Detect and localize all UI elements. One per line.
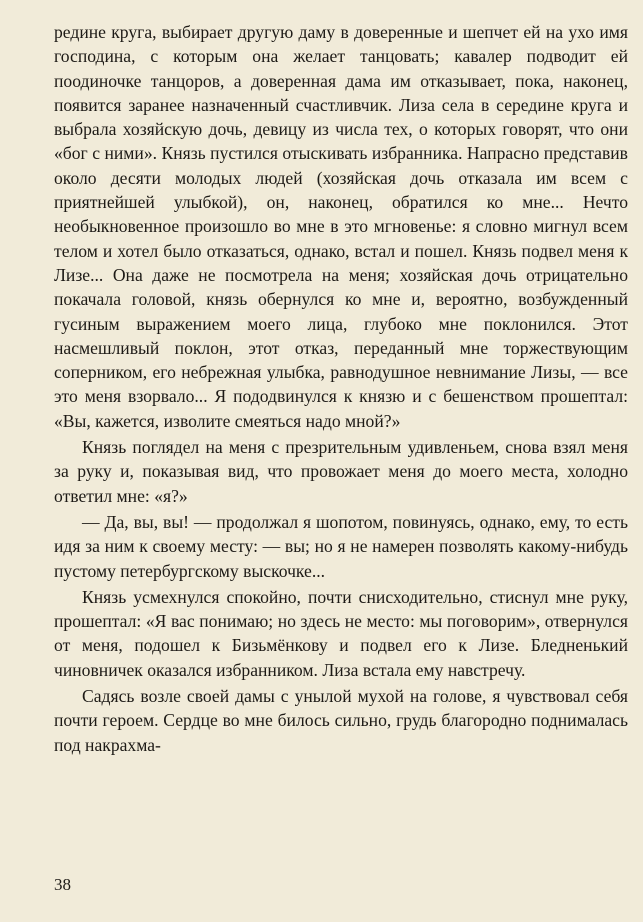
- body-text: [54, 20, 628, 757]
- paragraph-3: — Да, вы, вы! — продолжал я шопотом, повинуясь, однако, ему, то есть идя за ним к своему месту: — вы; но я не намерен позволять какому-нибудь пустому петербургскому выскочке...: [54, 511, 628, 581]
- paragraph-5: Садясь возле своей дамы с унылой мухой на голове, я чувствовал себя почти героем. Сердце во мне билось сильно, грудь благородно поднималась под накрахма-: [54, 686, 628, 755]
- paragraph-1: редине круга, выбирает другую даму в доверенные и шепчет ей на ухо имя господина, с которым она желает танцовать; кавалер подводит ей поодиночке танцоров, а доверенная дама им отказывает, пока, наконец, появится заранее назначенный счастливчик. Лиза села в середине круга и выбрала хозяйскую дочь, девицу из числа тех, о которых говорят, что они «бог с ними». Князь пустился отыскивать избранника. Напрасно представив около десяти молодых людей (хозяйская дочь отказала им всем с приятнейшей улыбкой), он, наконец, обратился ко мне... Нечто необыкновенное произошло во мне в это мгновенье: я словно мигнул всем телом и хотел было отказаться, однако, встал и пошел. Князь подвел меня к Лизе... Она даже не посмотрела на меня; хозяйская дочь отрицательно покачала головой, князь обернулся ко мне и, вероятно, возбужденный гусиным выражением моего лица, глубоко мне поклонился. Этот насмешливый поклон, этот отказ, переданный мне торжествующим соперником, его небрежная улыбка, равнодушное невнимание Лизы, — все это меня взорвало... Я пододвинулся к князю и с бешенством прошептал: «Вы, кажется, изволите смеяться надо мной?»: [54, 22, 628, 431]
- page-number: 38: [54, 875, 71, 894]
- paragraph-4: Князь усмехнулся спокойно, почти снисходительно, стиснул мне руку, прошептал: «Я вас понимаю; но здесь не место: мы поговорим», отвернулся от меня, подошел к Бизьмёнкову и подвел его к Лизе. Бледненький чиновничек оказался избранником. Лиза встала ему навстречу.: [54, 586, 628, 680]
- paragraph-2: Князь поглядел на меня с презрительным удивленьем, снова взял меня за руку и, показывая вид, что провожает меня до моего места, холодно ответил мне: «я?»: [54, 437, 628, 506]
